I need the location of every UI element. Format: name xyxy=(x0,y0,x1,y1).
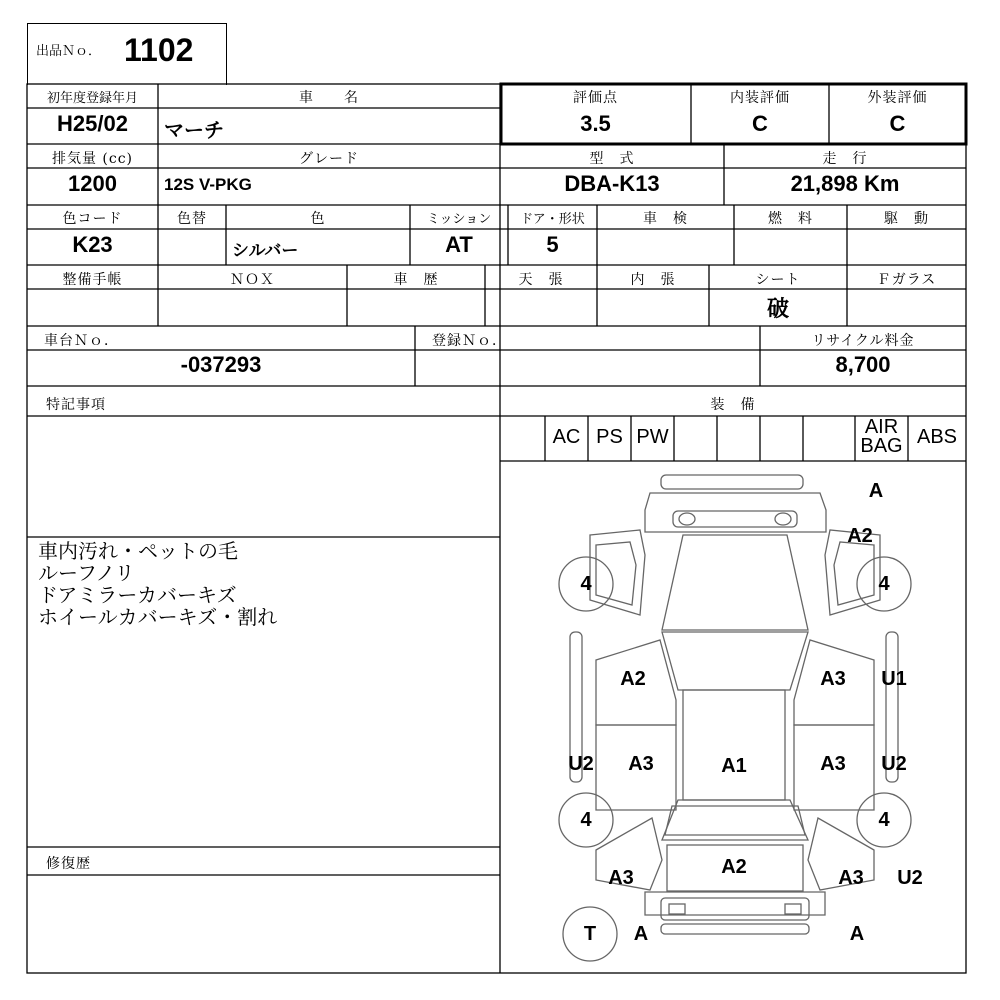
color-label: 色 xyxy=(310,211,326,227)
glass-label: Ｆガラス xyxy=(876,272,937,288)
interior-label: 内装評価 xyxy=(730,90,790,106)
note-line: ドアミラーカバーキズ xyxy=(38,583,237,607)
mark-r-rear-door: A3 xyxy=(820,753,846,775)
ceiling-label: 天 張 xyxy=(518,272,564,288)
mark-r-front-door: A3 xyxy=(820,668,846,690)
reg-value: H25/02 xyxy=(57,111,128,136)
mark-front-bumper: A xyxy=(868,480,884,502)
interior-value: C xyxy=(752,111,768,136)
transmission-value: AT xyxy=(445,232,473,257)
mark-fl-tire: 4 xyxy=(580,573,592,595)
notes-label: 特記事項 xyxy=(46,397,106,413)
mark-l-front-door: A2 xyxy=(620,668,646,690)
mark-trunk: A2 xyxy=(721,856,747,878)
model-value: DBA-K13 xyxy=(564,171,660,196)
equip-abs: ABS xyxy=(916,426,958,448)
front-bumper-shape xyxy=(661,475,803,489)
exterior-value: C xyxy=(889,111,906,136)
car-diagram xyxy=(500,461,966,973)
mark-rl-tire: 4 xyxy=(580,809,592,831)
mark-r-rocker: U2 xyxy=(881,753,907,775)
mileage-label: 走 行 xyxy=(822,151,868,167)
recycle-value: 8,700 xyxy=(835,352,891,377)
mark-r-fender: U1 xyxy=(881,668,907,690)
score-value: 3.5 xyxy=(580,111,611,136)
fuel-label: 燃 料 xyxy=(768,211,813,227)
mark-hood: A2 xyxy=(847,525,873,547)
note-line: ルーフノリ xyxy=(38,561,135,585)
equip-ac: AC xyxy=(552,426,581,448)
mark-rear-bumper: A xyxy=(849,923,865,945)
transmission-label: ミッション xyxy=(426,212,492,227)
grade-label: グレード xyxy=(299,151,359,167)
door-label: ドア・形状 xyxy=(520,212,585,227)
mark-spare-tire: T xyxy=(583,923,597,945)
mark-l-rear-door: A3 xyxy=(628,753,654,775)
reg-label: 初年度登録年月 xyxy=(46,91,138,106)
repaint-label: 色替 xyxy=(177,211,207,227)
name-label: 車 名 xyxy=(299,90,359,106)
mark-l-rocker: U2 xyxy=(568,753,594,775)
chassis-value: -037293 xyxy=(180,352,262,377)
history-label: 車 歴 xyxy=(393,272,439,288)
name-value: マーチ xyxy=(164,120,224,142)
equip-airbag: AIR BAG xyxy=(860,416,903,457)
recycle-label: リサイクル料金 xyxy=(811,333,915,349)
mark-r-quarter: A3 xyxy=(838,867,864,889)
mileage-value: 21,898 Km xyxy=(790,171,900,196)
interior-trim-label: 内 張 xyxy=(630,272,676,288)
seat-label: シート xyxy=(755,272,801,288)
mark-l-quarter: A3 xyxy=(608,867,634,889)
lot-number: 1102 xyxy=(124,32,194,68)
roof-shape xyxy=(683,690,785,800)
mark-rr-tire: 4 xyxy=(878,809,890,831)
note-line: 車内汚れ・ペットの毛 xyxy=(38,539,238,563)
color-value: シルバー xyxy=(232,241,299,260)
displacement-label: 排気量 (cc) xyxy=(51,151,134,167)
repair-label: 修復歴 xyxy=(46,856,91,872)
model-label: 型 式 xyxy=(589,151,635,167)
windshield-shape xyxy=(662,632,808,690)
chassis-label: 車台Ｎｏ． xyxy=(44,333,119,349)
grade-value: 12S V-PKG xyxy=(164,175,252,194)
mark-fr-tire: 4 xyxy=(878,573,890,595)
color-code-label: 色コード xyxy=(62,211,123,227)
mark-rear-left: A xyxy=(633,923,649,945)
score-label: 評価点 xyxy=(573,90,618,106)
seat-value: 破 xyxy=(766,296,789,321)
equip-ps: PS xyxy=(596,426,623,448)
lot-label: 出品Ｎｏ． xyxy=(36,44,102,59)
equip-pw: PW xyxy=(636,426,669,448)
color-code-value: K23 xyxy=(72,232,113,257)
notes-list xyxy=(38,540,277,628)
mark-roof: A1 xyxy=(721,755,747,777)
front-grille-shape xyxy=(645,493,826,532)
door-value: 5 xyxy=(546,232,559,257)
record-label: 整備手帳 xyxy=(62,272,123,288)
displacement-value: 1200 xyxy=(68,171,117,196)
equipment-label: 装 備 xyxy=(710,397,756,413)
mark-r-rear: U2 xyxy=(897,867,923,889)
regno-label: 登録Ｎｏ． xyxy=(432,333,507,349)
exterior-label: 外装評価 xyxy=(867,90,928,106)
nox-label: ＮＯＸ xyxy=(230,272,275,288)
hood-shape xyxy=(662,535,808,630)
drive-label: 駆 動 xyxy=(884,211,929,227)
inspection-label: 車 検 xyxy=(643,211,688,227)
note-line: ホイールカバーキズ・割れ xyxy=(38,605,278,629)
